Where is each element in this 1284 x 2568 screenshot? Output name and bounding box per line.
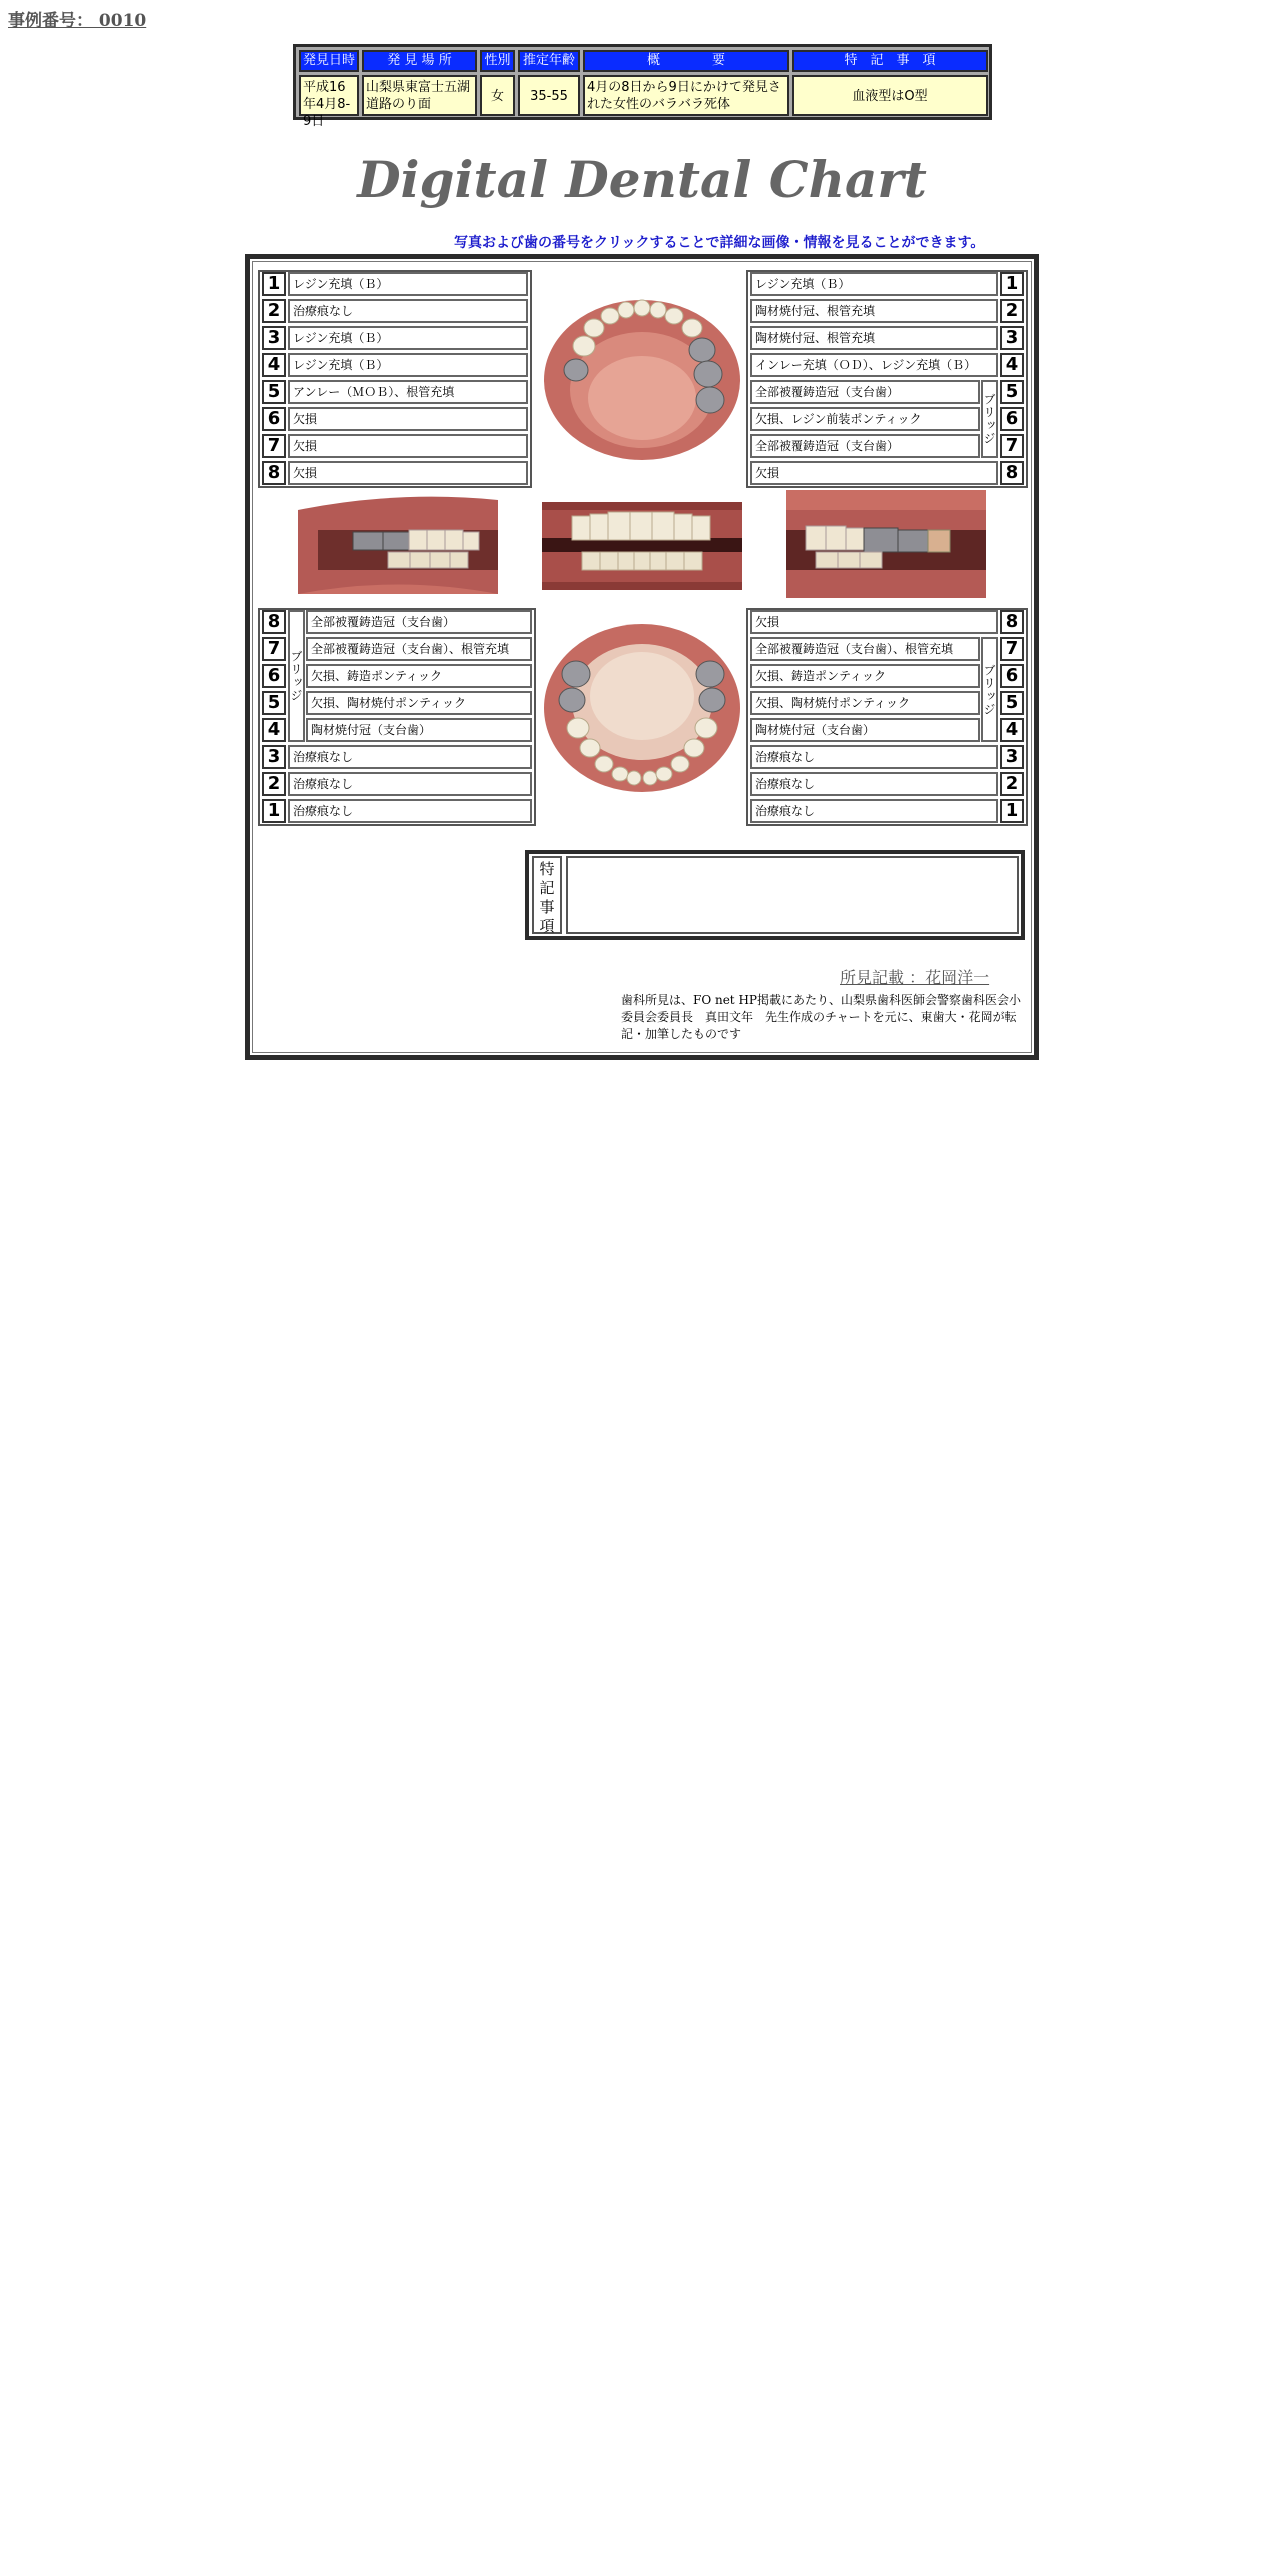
tooth-number-lower-left-7[interactable]: 7 — [1000, 637, 1024, 661]
tooth-finding-lower-right-7: 全部被覆鋳造冠（支台歯）、根管充填 — [306, 637, 532, 661]
tooth-finding-lower-right-4: 陶材焼付冠（支台歯） — [306, 718, 532, 742]
tooth-number-upper-left-1[interactable]: 1 — [1000, 272, 1024, 296]
tooth-finding-upper-right-1: レジン充填（Ｂ） — [288, 272, 528, 296]
tooth-finding-upper-right-8: 欠損 — [288, 461, 528, 485]
tooth-number-lower-left-4[interactable]: 4 — [1000, 718, 1024, 742]
tooth-number-lower-left-8[interactable]: 8 — [1000, 610, 1024, 634]
bridge-label-lower-right: ブリッジ — [288, 610, 305, 742]
tooth-finding-lower-left-3: 治療痕なし — [750, 745, 998, 769]
page-title: Digital Dental Chart — [357, 150, 927, 209]
footnote: 歯科所見は、FO net HP掲載にあたり、山梨県歯科医師会警察歯科医会小委員会委員長 真田文年 先生作成のチャートを元に、東歯大・花岡が転記・加筆したものです — [621, 993, 1021, 1041]
tooth-finding-lower-left-7: 全部被覆鋳造冠（支台歯）、根管充填 — [750, 637, 980, 661]
header-age: 推定年齢 — [518, 50, 580, 72]
tooth-number-lower-right-8[interactable]: 8 — [262, 610, 286, 634]
tooth-finding-upper-left-8: 欠損 — [750, 461, 998, 485]
tooth-finding-upper-right-4: レジン充填（Ｂ） — [288, 353, 528, 377]
tooth-number-upper-left-5[interactable]: 5 — [1000, 380, 1024, 404]
tooth-number-lower-right-4[interactable]: 4 — [262, 718, 286, 742]
tooth-finding-lower-right-2: 治療痕なし — [288, 772, 532, 796]
tooth-finding-upper-left-4: インレー充填（ＯＤ）、レジン充填（Ｂ） — [750, 353, 998, 377]
tooth-finding-lower-right-3: 治療痕なし — [288, 745, 532, 769]
age-value: 35-55 — [518, 75, 580, 116]
tooth-finding-upper-left-7: 全部被覆鋳造冠（支台歯） — [750, 434, 980, 458]
left-lateral-photo[interactable] — [786, 490, 986, 598]
tooth-finding-lower-right-5: 欠損、陶材焼付ポンティック — [306, 691, 532, 715]
tooth-number-upper-right-3[interactable]: 3 — [262, 326, 286, 350]
special-notes-label — [532, 856, 562, 934]
tooth-number-upper-left-4[interactable]: 4 — [1000, 353, 1024, 377]
tooth-number-upper-left-2[interactable]: 2 — [1000, 299, 1024, 323]
tooth-finding-upper-right-6: 欠損 — [288, 407, 528, 431]
tooth-number-lower-left-1[interactable]: 1 — [1000, 799, 1024, 823]
header-summary: 概 要 — [583, 50, 789, 72]
tooth-number-upper-right-4[interactable]: 4 — [262, 353, 286, 377]
bridge-label-upper-left: ブリッジ — [981, 380, 998, 458]
tooth-number-upper-right-5[interactable]: 5 — [262, 380, 286, 404]
tooth-number-upper-left-8[interactable]: 8 — [1000, 461, 1024, 485]
tooth-finding-upper-right-3: レジン充填（Ｂ） — [288, 326, 528, 350]
header-notes: 特 記 事 項 — [792, 50, 988, 72]
tooth-number-upper-right-2[interactable]: 2 — [262, 299, 286, 323]
tooth-finding-upper-left-2: 陶材焼付冠、根管充填 — [750, 299, 998, 323]
tooth-number-lower-left-2[interactable]: 2 — [1000, 772, 1024, 796]
header-sex: 性別 — [480, 50, 515, 72]
tooth-finding-lower-right-1: 治療痕なし — [288, 799, 532, 823]
tooth-number-upper-left-3[interactable]: 3 — [1000, 326, 1024, 350]
found-location: 山梨県東富士五湖道路のり面 — [362, 75, 477, 116]
tooth-finding-lower-left-8: 欠損 — [750, 610, 998, 634]
frontal-photo[interactable] — [542, 502, 742, 590]
special-notes-label-text: 特記事項 — [539, 860, 555, 935]
tooth-number-lower-left-6[interactable]: 6 — [1000, 664, 1024, 688]
tooth-finding-lower-right-6: 欠損、鋳造ポンティック — [306, 664, 532, 688]
tooth-number-upper-left-6[interactable]: 6 — [1000, 407, 1024, 431]
tooth-finding-upper-left-6: 欠損、レジン前装ポンティック — [750, 407, 980, 431]
tooth-number-lower-right-7[interactable]: 7 — [262, 637, 286, 661]
upper-occlusal-photo[interactable] — [542, 298, 742, 456]
sex-value: 女 — [480, 75, 515, 116]
tooth-finding-upper-left-1: レジン充填（Ｂ） — [750, 272, 998, 296]
tooth-number-upper-right-6[interactable]: 6 — [262, 407, 286, 431]
tooth-finding-upper-left-5: 全部被覆鋳造冠（支台歯） — [750, 380, 980, 404]
right-lateral-photo[interactable] — [298, 500, 498, 594]
tooth-number-upper-left-7[interactable]: 7 — [1000, 434, 1024, 458]
tooth-number-upper-right-7[interactable]: 7 — [262, 434, 286, 458]
tooth-finding-upper-left-3: 陶材焼付冠、根管充填 — [750, 326, 998, 350]
case-info-table — [293, 44, 992, 129]
tooth-number-lower-right-1[interactable]: 1 — [262, 799, 286, 823]
tooth-finding-lower-left-6: 欠損、鋳造ポンティック — [750, 664, 980, 688]
tooth-finding-lower-left-5: 欠損、陶材焼付ポンティック — [750, 691, 980, 715]
tooth-number-lower-right-2[interactable]: 2 — [262, 772, 286, 796]
tooth-finding-upper-right-7: 欠損 — [288, 434, 528, 458]
bridge-label-lower-left: ブリッジ — [981, 637, 998, 742]
notes-value: 血液型はO型 — [792, 75, 988, 116]
tooth-number-lower-right-6[interactable]: 6 — [262, 664, 286, 688]
tooth-finding-upper-right-5: アンレー（ＭＯＢ）、根管充填 — [288, 380, 528, 404]
tooth-number-lower-left-3[interactable]: 3 — [1000, 745, 1024, 769]
author-credit: 所見記載 ：花岡洋一 — [840, 968, 990, 987]
tooth-finding-lower-left-2: 治療痕なし — [750, 772, 998, 796]
tooth-number-lower-right-3[interactable]: 3 — [262, 745, 286, 769]
tooth-finding-lower-left-4: 陶材焼付冠（支台歯） — [750, 718, 980, 742]
tooth-number-lower-right-5[interactable]: 5 — [262, 691, 286, 715]
lower-occlusal-photo[interactable] — [542, 638, 742, 794]
tooth-number-upper-right-8[interactable]: 8 — [262, 461, 286, 485]
case-number: 事例番号： 0010 — [8, 11, 147, 31]
page-subtitle: 写真および歯の番号をクリックすることで詳細な画像・情報を見ることができます。 — [454, 235, 985, 251]
tooth-number-lower-left-5[interactable]: 5 — [1000, 691, 1024, 715]
header-location: 発 見 場 所 — [362, 50, 477, 72]
tooth-finding-upper-right-2: 治療痕なし — [288, 299, 528, 323]
tooth-finding-lower-left-1: 治療痕なし — [750, 799, 998, 823]
found-date: 平成16年4月8-9日 — [299, 75, 359, 116]
tooth-number-upper-right-1[interactable]: 1 — [262, 272, 286, 296]
tooth-finding-lower-right-8: 全部被覆鋳造冠（支台歯） — [306, 610, 532, 634]
special-notes-content — [566, 856, 1019, 934]
header-found-date: 発見日時 — [299, 50, 359, 72]
summary-value: 4月の8日から9日にかけて発見された女性のバラバラ死体 — [583, 75, 789, 116]
